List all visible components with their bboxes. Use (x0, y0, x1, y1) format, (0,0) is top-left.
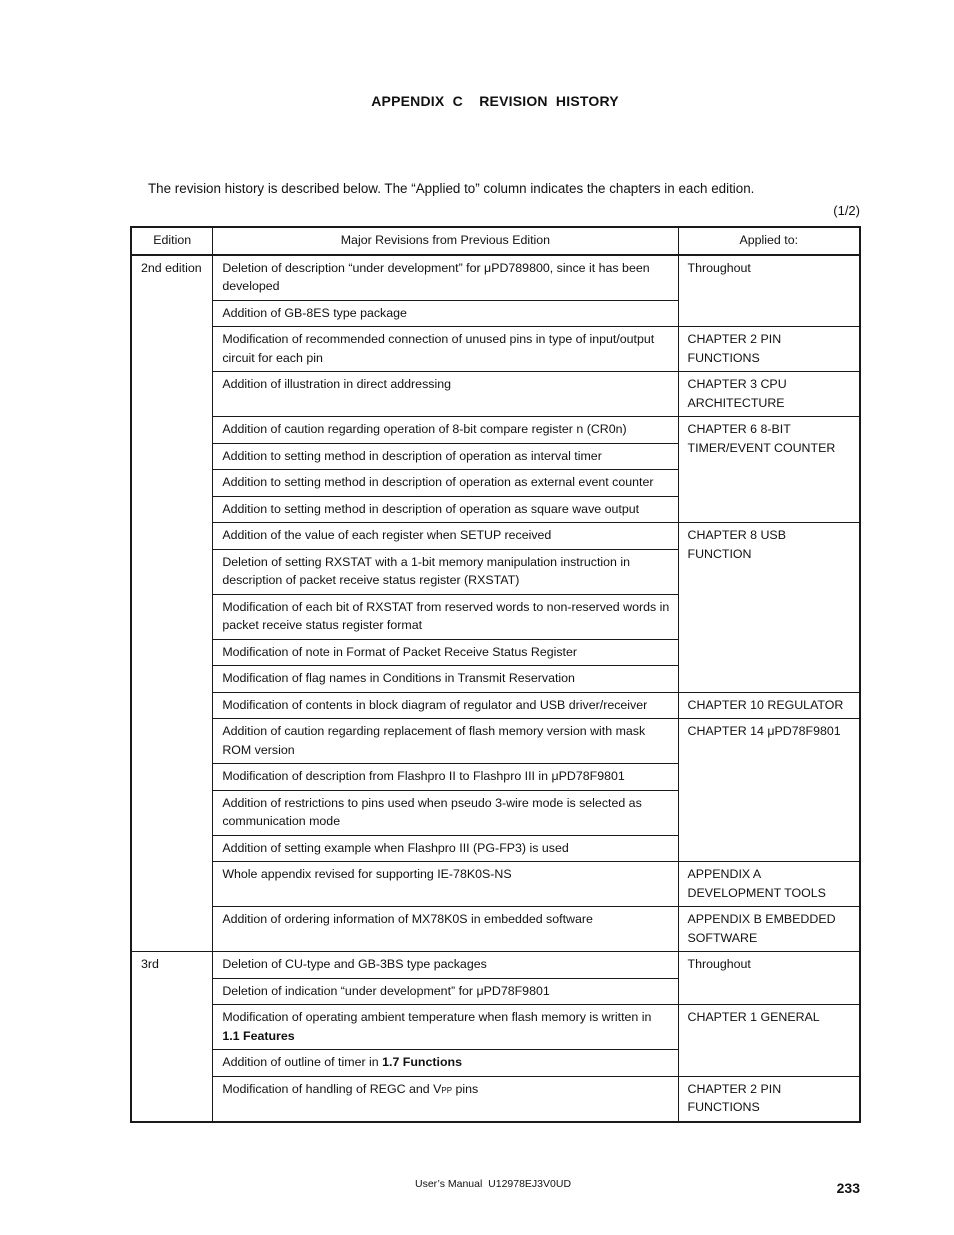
revision-cell: Addition of caution regarding operation of 8-bit compare register n (CR0n) (213, 417, 678, 444)
revision-cell: Addition of illustration in direct addressing (213, 372, 678, 417)
applied-cell: CHAPTER 3 CPU ARCHITECTURE (678, 372, 860, 417)
revision-table (130, 226, 861, 1123)
applied-cell: APPENDIX A DEVELOPMENT TOOLS (678, 862, 860, 907)
revision-cell: Addition of caution regarding replacement of flash memory version with mask ROM version (213, 719, 678, 764)
table-row (131, 907, 860, 952)
table-row (131, 417, 860, 444)
table-row (131, 372, 860, 417)
section-ref: 1.7 Functions (382, 1055, 462, 1069)
revision-cell: Whole appendix revised for supporting IE-78K0S-NS (213, 862, 678, 907)
revision-text: Modification of operating ambient temperature when flash memory is written in (222, 1010, 652, 1024)
revision-cell: Modification of flag names in Conditions in Transmit Reservation (213, 666, 678, 693)
revision-cell: Addition of restrictions to pins used when pseudo 3-wire mode is selected as communication mode (213, 790, 678, 835)
header-applied: Applied to: (678, 227, 860, 255)
vpp-subscript: PP (441, 1085, 453, 1095)
revision-cell: Modification of description from Flashpro II to Flashpro III in μPD78F9801 (213, 764, 678, 791)
intro-text: The revision history is described below. The “Applied to” column indicates the chapters in each edition. (148, 181, 755, 196)
table-row (131, 255, 860, 301)
table-row (131, 952, 860, 979)
revision-cell: Addition of GB-8ES type package (213, 300, 678, 327)
revision-cell (213, 1076, 678, 1122)
revision-text: Modification of handling of REGC and V (222, 1081, 442, 1096)
revision-cell: Modification of note in Format of Packet Receive Status Register (213, 639, 678, 666)
table-row (131, 719, 860, 764)
footer-manual: User’s Manual U12978EJ3V0UD (415, 1178, 572, 1190)
section-ref: 1.1 Features (222, 1028, 295, 1043)
revision-cell: Modification of recommended connection of unused pins in type of input/output circuit for each pin (213, 327, 678, 372)
revision-cell: Deletion of indication “under development” for μPD78F9801 (213, 978, 678, 1005)
revision-cell: Deletion of CU-type and GB-3BS type packages (213, 952, 678, 979)
revision-cell: Modification of each bit of RXSTAT from reserved words to non-reserved words in packet receive status register format (213, 594, 678, 639)
edition-cell: 2nd edition (131, 255, 213, 952)
table-row (131, 327, 860, 372)
applied-cell: CHAPTER 8 USB FUNCTION (678, 523, 860, 693)
applied-cell: CHAPTER 14 μPD78F9801 (678, 719, 860, 862)
revision-cell (213, 1050, 678, 1077)
applied-cell: CHAPTER 6 8-BIT TIMER/EVENT COUNTER (678, 417, 860, 523)
revision-cell: Addition of ordering information of MX78K0S in embedded software (213, 907, 678, 952)
applied-cell: APPENDIX B EMBEDDED SOFTWARE (678, 907, 860, 952)
revision-cell: Addition to setting method in description of operation as interval timer (213, 443, 678, 470)
table-row (131, 523, 860, 550)
edition-cell: 3rd (131, 952, 213, 1122)
table-row (131, 692, 860, 719)
applied-cell: CHAPTER 1 GENERAL (678, 1005, 860, 1077)
revision-text-tail: pins (452, 1081, 479, 1096)
revision-cell: Addition to setting method in description of operation as external event counter (213, 470, 678, 497)
page-title: APPENDIX C REVISION HISTORY (371, 93, 619, 109)
header-edition: Edition (131, 227, 213, 255)
revision-cell: Addition to setting method in description of operation as square wave output (213, 496, 678, 523)
revision-cell: Deletion of description “under development” for μPD789800, since it has been developed (213, 255, 678, 301)
applied-cell: CHAPTER 2 PIN FUNCTIONS (678, 1076, 860, 1122)
revision-cell: Addition of setting example when Flashpro III (PG-FP3) is used (213, 835, 678, 862)
revision-text: Addition of outline of timer in (222, 1055, 383, 1069)
applied-cell: Throughout (678, 952, 860, 1005)
revision-cell: Addition of the value of each register when SETUP received (213, 523, 678, 550)
table-header-row (131, 227, 860, 255)
revision-cell: Deletion of setting RXSTAT with a 1-bit memory manipulation instruction in description of packet receive status register (RXSTAT) (213, 549, 678, 594)
applied-cell: Throughout (678, 255, 860, 327)
table-row (131, 862, 860, 907)
part-indicator: (1/2) (833, 203, 860, 218)
header-revisions: Major Revisions from Previous Edition (213, 227, 678, 255)
page-number: 233 (836, 1180, 860, 1196)
table-row (131, 1005, 860, 1050)
revision-cell (213, 1005, 678, 1050)
revision-cell: Modification of contents in block diagram of regulator and USB driver/receiver (213, 692, 678, 719)
table-row (131, 1076, 860, 1122)
applied-cell: CHAPTER 2 PIN FUNCTIONS (678, 327, 860, 372)
applied-cell: CHAPTER 10 REGULATOR (678, 692, 860, 719)
